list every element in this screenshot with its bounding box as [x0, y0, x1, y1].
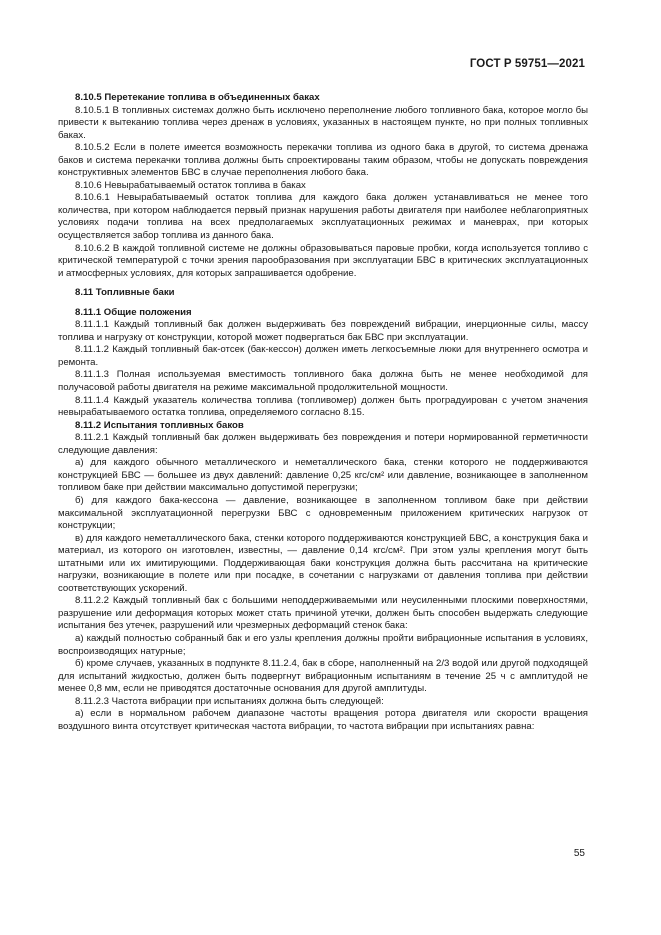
paragraph: 8.11.1.4 Каждый указатель количества топлива (топливомер) должен быть проградуирован с учетом значения невырабатываемого остатка топлива, определяемого согласно 8.15. [58, 394, 588, 419]
paragraph: 8.10.6.2 В каждой топливной системе не должны образовываться паровые пробки, когда используется топливо с критической температурой с точки зрения парообразования при эксплуатации БВС в критических эксплуатационных и атмосферных условиях, для которых запрашивается одобрение. [58, 242, 588, 279]
paragraph: 8.10.5.1 В топливных системах должно быть исключено переполнение любого топливного бака, которое могло бы привести к вытеканию топлива через дренаж в условиях, указанных в настоящем пункте, но при полных топливных баках. [58, 104, 588, 141]
paragraph: а) если в нормальном рабочем диапазоне частоты вращения ротора двигателя или скорости вращения воздушного винта отсутствует критическая частота вибрации, то частота вибрации при испытаниях равна: [58, 708, 588, 732]
paragraph: 8.11.1.2 Каждый топливный бак-отсек (бак-кессон) должен иметь легкосъемные люки для внутреннего осмотра и ремонта. [58, 344, 588, 368]
paragraph: 8.11.2.1 Каждый топливный бак должен выдерживать без повреждения и потери нормированной герметичности следующие давления: [58, 432, 588, 456]
paragraph: 8.10.6 Невырабатываемый остаток топлива в баках [75, 179, 306, 191]
paragraph: 8.11.1.3 Полная используемая вместимость топливного бака должна быть не менее необходимой для получасовой работы двигателя на режиме максимальной продолжительной мощности. [58, 369, 588, 394]
section-heading: 8.11 Топливные баки [75, 287, 175, 299]
page-number: 55 [573, 848, 585, 859]
paragraph: 8.11.2.3 Частота вибрации при испытаниях должна быть следующей: [75, 695, 384, 707]
document-code: ГОСТ Р 59751—2021 [469, 58, 585, 70]
document-body [58, 92, 588, 733]
paragraph: б) для каждого бака-кессона — давление, возникающее в заполненном топливом баке при действии максимальной эксплуатационной перегрузки БВС с одновременным приложением критических нагрузок от конструкции; [58, 494, 588, 532]
paragraph: 8.11.1.1 Каждый топливный бак должен выдерживать без повреждений вибрации, инерционные силы, массу топлива и нагрузку от конструкции, которой может подвергаться бак БВС при эксплуатации. [58, 319, 588, 343]
paragraph: а) для каждого обычного металлического и неметаллического бака, стенки которого не поддерживаются конструкцией БВС — большее из двух давлений: давление 0,25 кгс/см² или давление, возникающее в заполненном топливом баке при действии максимально допустимой перегрузки; [58, 457, 588, 494]
paragraph: 8.11.2.2 Каждый топливный бак с большими неподдерживаемыми или неусиленными плоскими поверхностями, разрушение или деформация которых может стать причиной утечки, должен быть способен выдержать следующие испытания без утечек, разрушений или чрезмерных деформаций стенок бака: [58, 595, 588, 632]
paragraph: 8.10.5.2 Если в полете имеется возможность перекачки топлива из одного бака в другой, то система дренажа баков и система перекачки топлива должны быть спроектированы таким образом, чтобы не допускать повреждения конструктивных элементов БВС в случае переполнения любого бака. [58, 142, 588, 179]
subsection-heading: 8.11.2 Испытания топливных баков [75, 419, 244, 431]
paragraph: б) кроме случаев, указанных в подпункте 8.11.2.4, бак в сборе, наполненный на 2/3 водой или другой подходящей для испытаний жидкостью, должен быть подвергнут вибрационным испытаниям в течение 25 ч с амплитудой не менее 0,8 мм, если не приводятся достаточные основания для другой амплитуды. [58, 658, 588, 695]
subsection-heading: 8.11.1 Общие положения [75, 306, 192, 318]
paragraph: в) для каждого неметаллического бака, стенки которого поддерживаются конструкцией БВС, а конструкция бака и материал, из которого он изготовлен, известны, — давление 0,14 кгс/см². При этом узлы крепления могут быть штатными или их имитирующими. Поддерживающая баки конструкция должна быть рассчитана на критические нагрузки, возникающие в полете или при посадке, в сочетании с нагрузками от давления топлива при действии соответствующих ускорений. [58, 532, 588, 594]
paragraph: а) каждый полностью собранный бак и его узлы крепления должны пройти вибрационные испытания в условиях, воспроизводящих натурные; [58, 632, 588, 657]
subsection-heading: 8.10.5 Перетекание топлива в объединенных баках [75, 92, 320, 103]
paragraph: 8.10.6.1 Невырабатываемый остаток топлива для каждого бака должен устанавливаться не менее того количества, при котором наблюдается первый признак нарушения работы двигателя при наиболее неблагоприятных условиях подачи топлива на всех предполагаемых эксплуатационных режимах и маневрах, при которых осуществляется забор топлива из данного бака. [58, 192, 588, 242]
